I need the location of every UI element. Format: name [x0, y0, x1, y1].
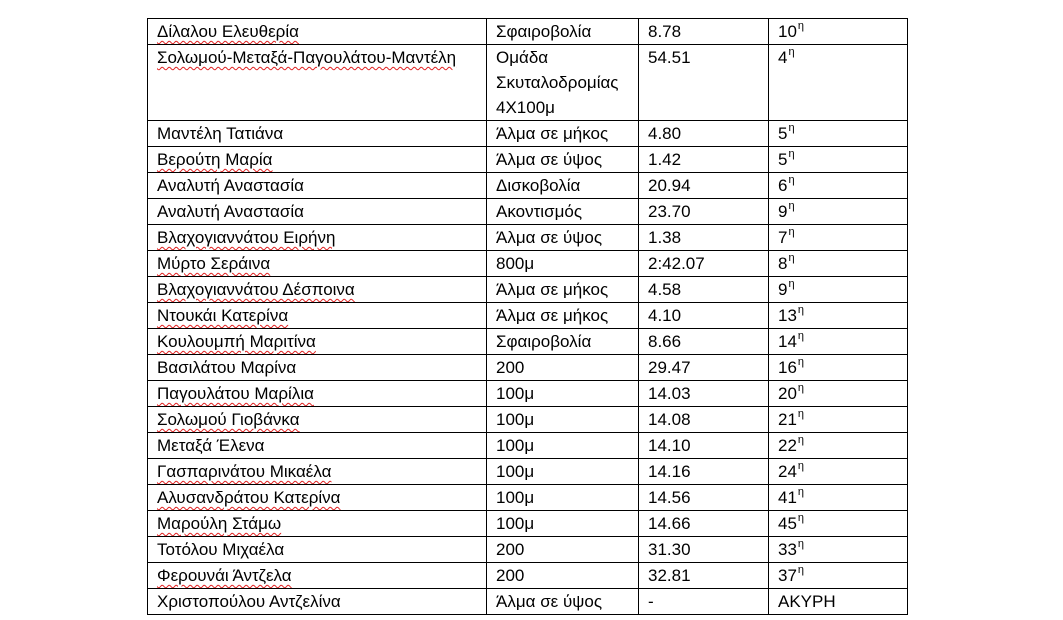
rank: $5^\eta$ [769, 147, 908, 173]
athlete-name: Αναλυτή Αναστασία [148, 199, 487, 225]
table-row [148, 407, 908, 433]
rank: ΑΚΥΡΗ [769, 589, 908, 615]
rank: $9^\eta$ [769, 199, 908, 225]
event: Άλμα σε μήκος [487, 303, 639, 329]
table-row [148, 329, 908, 355]
table-row [148, 251, 908, 277]
athlete-name: Μαρούλη Στάμω [148, 511, 487, 537]
table-row [148, 225, 908, 251]
athlete-name: Βλαχογιαννάτου Ειρήνη [148, 225, 487, 251]
athlete-name: Δίλαλου Ελευθερία [148, 19, 487, 45]
table-row [148, 563, 908, 589]
event: 800μ [487, 251, 639, 277]
result: 14.10 [639, 433, 769, 459]
athlete-name: Ντουκάι Κατερίνα [148, 303, 487, 329]
table-row [148, 121, 908, 147]
athlete-name: Παγουλάτου Μαρίλια [148, 381, 487, 407]
rank: $16^\eta$ [769, 355, 908, 381]
result: 2:42.07 [639, 251, 769, 277]
rank: $5^\eta$ [769, 121, 908, 147]
athlete-name: Μεταξά Έλενα [148, 433, 487, 459]
rank: $9^\eta$ [769, 277, 908, 303]
result: 1.42 [639, 147, 769, 173]
event: 200 [487, 563, 639, 589]
event: 100μ [487, 433, 639, 459]
rank: $7^\eta$ [769, 225, 908, 251]
result: 14.03 [639, 381, 769, 407]
table-row [148, 45, 908, 121]
event: 100μ [487, 511, 639, 537]
table-row [148, 459, 908, 485]
rank: $45^\eta$ [769, 511, 908, 537]
event: Άλμα σε μήκος [487, 277, 639, 303]
result: 29.47 [639, 355, 769, 381]
table-row [148, 199, 908, 225]
result: 4.58 [639, 277, 769, 303]
event: Δισκοβολία [487, 173, 639, 199]
result: 4.10 [639, 303, 769, 329]
rank: $13^\eta$ [769, 303, 908, 329]
event: Άλμα σε ύψος [487, 225, 639, 251]
athlete-name: Αλυσανδράτου Κατερίνα [148, 485, 487, 511]
rank: $24^\eta$ [769, 459, 908, 485]
result: 31.30 [639, 537, 769, 563]
athlete-name: Μαντέλη Τατιάνα [148, 121, 487, 147]
table-row [148, 147, 908, 173]
result: 20.94 [639, 173, 769, 199]
table-row [148, 303, 908, 329]
athlete-name: Βερούτη Μαρία [148, 147, 487, 173]
event: 200 [487, 537, 639, 563]
rank: $22^\eta$ [769, 433, 908, 459]
event: Άλμα σε ύψος [487, 147, 639, 173]
result: 14.66 [639, 511, 769, 537]
result: 32.81 [639, 563, 769, 589]
table-row [148, 173, 908, 199]
table-row [148, 511, 908, 537]
athlete-name: Τοτόλου Μιχαέλα [148, 537, 487, 563]
result: 23.70 [639, 199, 769, 225]
athlete-name: Σολωμού-Μεταξά-Παγουλάτου-Μαντέλη [148, 45, 487, 121]
event: 100μ [487, 459, 639, 485]
rank: $41^\eta$ [769, 485, 908, 511]
result: 8.78 [639, 19, 769, 45]
event: 100μ [487, 407, 639, 433]
rank: $20^\eta$ [769, 381, 908, 407]
rank: $33^\eta$ [769, 537, 908, 563]
event: Άλμα σε ύψος [487, 589, 639, 615]
event: Άλμα σε μήκος [487, 121, 639, 147]
athlete-name: Αναλυτή Αναστασία [148, 173, 487, 199]
rank: $37^\eta$ [769, 563, 908, 589]
athlete-name: Μύρτο Σεράινα [148, 251, 487, 277]
event: Σφαιροβολία [487, 329, 639, 355]
table-row [148, 19, 908, 45]
table-row [148, 381, 908, 407]
athlete-name: Γασπαρινάτου Μικαέλα [148, 459, 487, 485]
rank: $6^\eta$ [769, 173, 908, 199]
rank: $21^\eta$ [769, 407, 908, 433]
rank: $10^\eta$ [769, 19, 908, 45]
table-row [148, 589, 908, 615]
athlete-name: Βασιλάτου Μαρίνα [148, 355, 487, 381]
athlete-name: Βλαχογιαννάτου Δέσποινα [148, 277, 487, 303]
event: Σφαιροβολία [487, 19, 639, 45]
rank: $8^\eta$ [769, 251, 908, 277]
athlete-name: Σολωμού Γιοβάνκα [148, 407, 487, 433]
result: 8.66 [639, 329, 769, 355]
event: Ομάδα Σκυταλοδρομίας 4Χ100μ [487, 45, 639, 121]
result: 4.80 [639, 121, 769, 147]
results-table [147, 18, 908, 615]
athlete-name: Χριστοπούλου Αντζελίνα [148, 589, 487, 615]
table-row [148, 355, 908, 381]
event: Ακοντισμός [487, 199, 639, 225]
event: 200 [487, 355, 639, 381]
result: 14.56 [639, 485, 769, 511]
table-row [148, 537, 908, 563]
athlete-name: Φερουνάι Άντζελα [148, 563, 487, 589]
result: 14.16 [639, 459, 769, 485]
rank: $14^\eta$ [769, 329, 908, 355]
table-row [148, 433, 908, 459]
result: 54.51 [639, 45, 769, 121]
event: 100μ [487, 381, 639, 407]
table-row [148, 485, 908, 511]
event: 100μ [487, 485, 639, 511]
athlete-name: Κουλουμπή Μαριτίνα [148, 329, 487, 355]
result: 1.38 [639, 225, 769, 251]
table-row [148, 277, 908, 303]
rank: $4^\eta$ [769, 45, 908, 121]
result: - [639, 589, 769, 615]
result: 14.08 [639, 407, 769, 433]
